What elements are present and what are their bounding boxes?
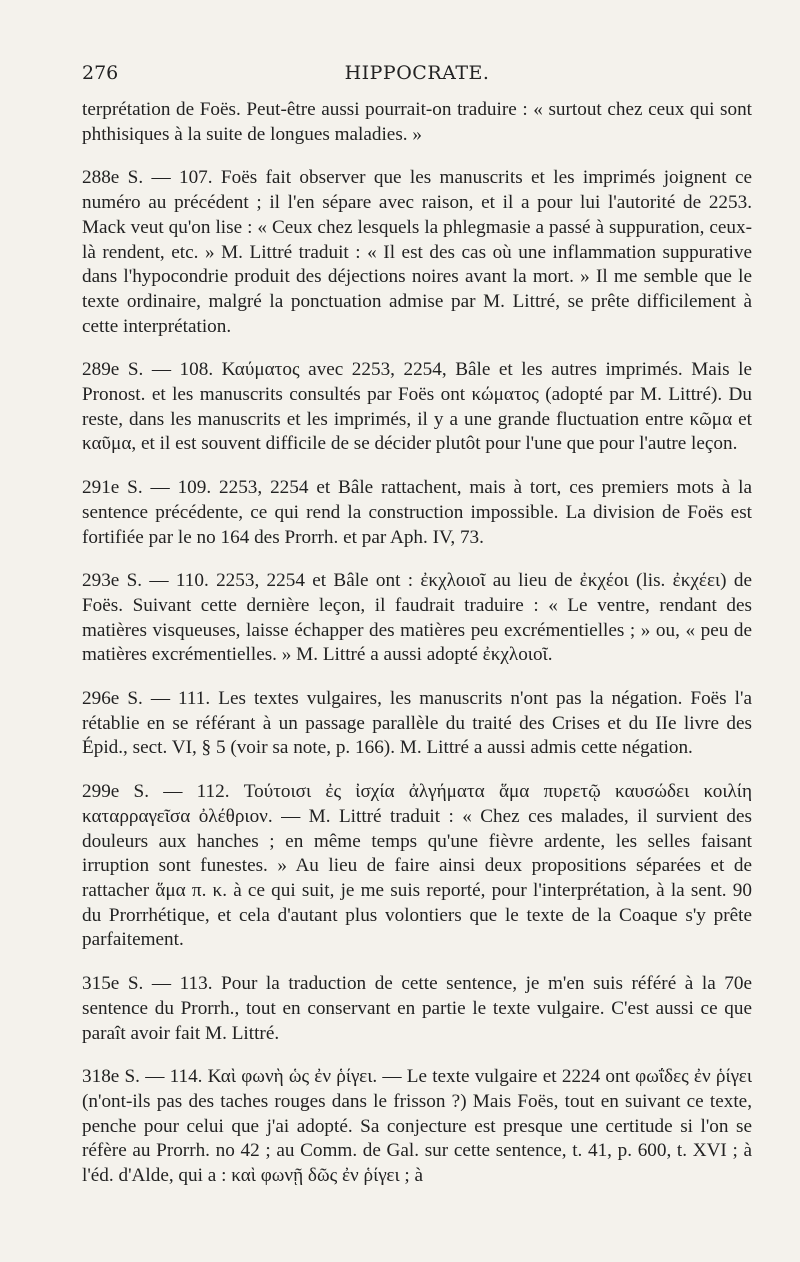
note-318: 318e S. — 114. Καὶ φωνὴ ὡς ἐν ῥίγει. — Le texte vulgaire et 2224 ont φωΐδες ἐν ῥίγει (n'ont-ils pas des taches rouges dans le frisson ?) Mais Foës, tout en suivant ce texte, penche pour celui que j'ai adopté. Sa conjecture est presque une certitude si l'on se réfère au Prorrh. no 42 ; au Comm. de Gal. sur cette sentence, t. 41, p. 600, t. XVI ; à l'éd. d'Alde, qui a : καὶ φωνῇ δῶς ἐν ῥίγει ; à xyxy=(82,1066,752,1187)
page-number: 276 xyxy=(82,62,119,84)
paragraph-continuation: terprétation de Foës. Peut-être aussi pourrait-on traduire : « surtout chez ceux qui sont phthisiques à la suite de longues maladies. » xyxy=(82,99,752,145)
running-title: HIPPOCRATE. xyxy=(344,62,490,84)
page-header xyxy=(82,62,752,88)
note-288: 288e S. — 107. Foës fait observer que les manuscrits et les imprimés joignent ce numéro au précédent ; il l'en sépare avec raison, et il a pour lui l'autorité de 2253. Mack veut qu'on lise : « Ceux chez lesquels la phlegmasie a passé à suppuration, ceux-là rendent, etc. » M. Littré traduit : « Il est des cas où une inflammation suppurative dans l'hypocondrie produit des déjections noires avant la mort. » Il me semble que le texte ordinaire, malgré la ponctuation admise par M. Littré, se prête difficilement à cette interprétation. xyxy=(82,167,752,337)
note-293: 293e S. — 110. 2253, 2254 et Bâle ont : ἐκχλοιοῖ au lieu de ἐκχέοι (lis. ἐκχέει) de Foës. Suivant cette dernière leçon, il faudrait traduire : « Le ventre, rendant des matières visqueuses, laisse échapper des matières peu excrémentielles ; » ou, « peu de matières excrémentielles. » M. Littré a aussi adopté ἐκχλοιοῖ. xyxy=(82,570,752,666)
body-text xyxy=(82,98,752,1208)
note-289: 289e S. — 108. Καύματος avec 2253, 2254, Bâle et les autres imprimés. Mais le Pronost. et les manuscrits consultés par Foës ont κώματος (adopté par M. Littré). Du reste, dans les manuscrits et les imprimés, il y a une grande fluctuation entre κῶμα et καῦμα, et il est souvent difficile de se décider plutôt pour l'une que pour l'autre leçon. xyxy=(82,359,752,455)
note-291: 291e S. — 109. 2253, 2254 et Bâle rattachent, mais à tort, ces premiers mots à la sentence précédente, ce qui rend la construction impossible. La division de Foës est fortifiée par le no 164 des Prorrh. et par Aph. IV, 73. xyxy=(82,477,752,548)
note-299: 299e S. — 112. Τούτοισι ἐς ἰσχία ἀλγήματα ἅμα πυρετῷ καυσώδει κοιλίη καταρραγεῖσα ὀλέθριον. — M. Littré traduit : « Chez ces malades, il survient des douleurs aux hanches ; en même temps qu'une fièvre ardente, les selles faisant irruption sont funestes. » Au lieu de faire ainsi deux propositions séparées et de rattacher ἅμα π. κ. à ce qui suit, je me suis reporté, pour l'interprétation, à la sent. 90 du Prorrhétique, et cela d'autant plus volontiers que le texte de la Coaque s'y prête parfaitement. xyxy=(82,781,752,951)
note-315: 315e S. — 113. Pour la traduction de cette sentence, je m'en suis référé à la 70e sentence du Prorrh., tout en conservant en partie le texte vulgaire. C'est aussi ce que paraît avoir fait M. Littré. xyxy=(82,973,752,1044)
note-296: 296e S. — 111. Les textes vulgaires, les manuscrits n'ont pas la négation. Foës l'a rétablie en se référant à un passage parallèle du traité des Crises et du IIe livre des Épid., sect. VI, § 5 (voir sa note, p. 166). M. Littré a aussi admis cette négation. xyxy=(82,688,752,759)
